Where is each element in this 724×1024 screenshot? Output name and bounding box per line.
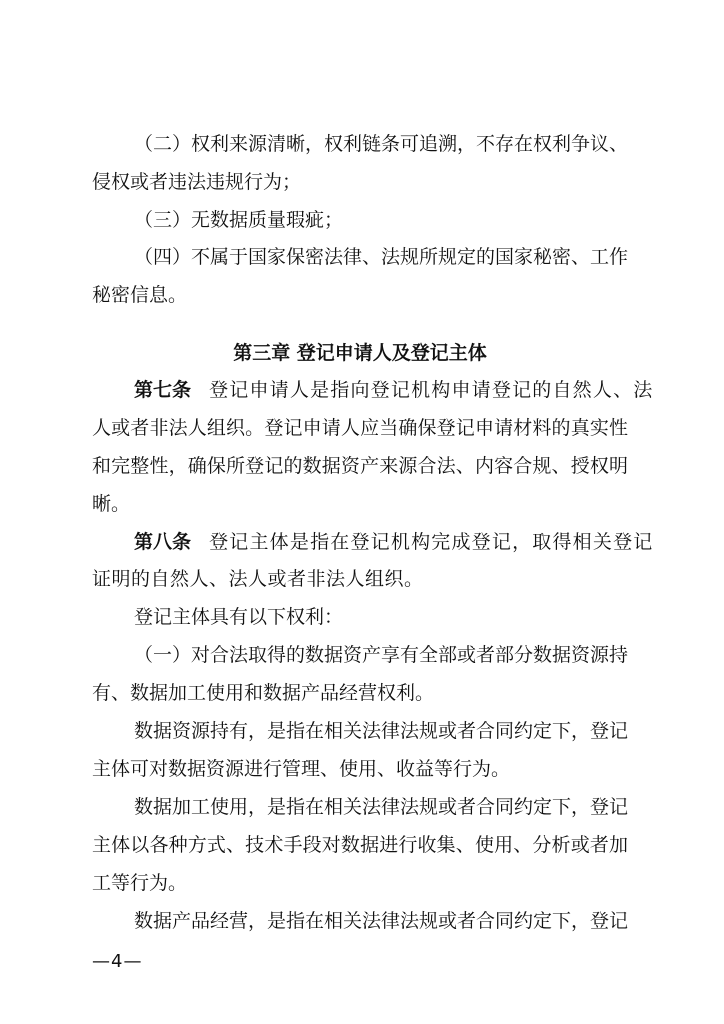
article-7-label: 第七条 bbox=[134, 379, 192, 401]
rights-intro: 登记主体具有以下权利： bbox=[134, 606, 344, 628]
chapter-heading: 第三章 登记申请人及登记主体 bbox=[233, 342, 487, 364]
right-one-line-2: 有、数据加工使用和数据产品经营权利。 bbox=[92, 682, 435, 704]
article-7-text-1: 登记申请人是指向登记机构申请登记的自然人、法 bbox=[209, 379, 654, 401]
page-number: —4— bbox=[92, 951, 143, 972]
processing-line-3: 工等行为。 bbox=[92, 872, 188, 894]
processing-line-1: 数据加工使用，是指在相关法律法规或者合同约定下，登记 bbox=[134, 796, 629, 818]
article-8-label: 第八条 bbox=[134, 531, 192, 553]
article-7-line-1 bbox=[134, 373, 654, 407]
clause-three: （三）无数据质量瑕疵； bbox=[134, 209, 344, 231]
holding-line-1: 数据资源持有，是指在相关法律法规或者合同约定下，登记 bbox=[134, 720, 629, 742]
article-8-line-2: 证明的自然人、法人或者非法人组织。 bbox=[92, 568, 424, 590]
clause-four-line-1: （四）不属于国家保密法律、法规所规定的国家秘密、工作 bbox=[134, 246, 629, 268]
clause-two-line-2: 侵权或者违法违规行为； bbox=[92, 171, 302, 193]
operation-line-1: 数据产品经营，是指在相关法律法规或者合同约定下，登记 bbox=[134, 910, 629, 932]
processing-line-2: 主体以各种方式、技术手段对数据进行收集、使用、分析或者加 bbox=[92, 834, 628, 856]
article-7-line-2: 人或者非法人组织。登记申请人应当确保登记申请材料的真实性 bbox=[92, 417, 628, 439]
right-one-line-1: （一）对合法取得的数据资产享有全部或者部分数据资源持 bbox=[134, 644, 629, 666]
holding-line-2: 主体可对数据资源进行管理、使用、收益等行为。 bbox=[92, 758, 511, 780]
article-8-text-1: 登记主体是指在登记机构完成登记，取得相关登记 bbox=[209, 531, 654, 553]
article-7-line-4: 晰。 bbox=[92, 493, 131, 515]
article-8-line-1 bbox=[134, 525, 654, 559]
clause-two-line-1: （二）权利来源清晰，权利链条可追溯，不存在权利争议、 bbox=[134, 133, 629, 155]
clause-four-line-2: 秘密信息。 bbox=[92, 284, 188, 306]
article-7-line-3: 和完整性，确保所登记的数据资产来源合法、内容合规、授权明 bbox=[92, 455, 628, 477]
